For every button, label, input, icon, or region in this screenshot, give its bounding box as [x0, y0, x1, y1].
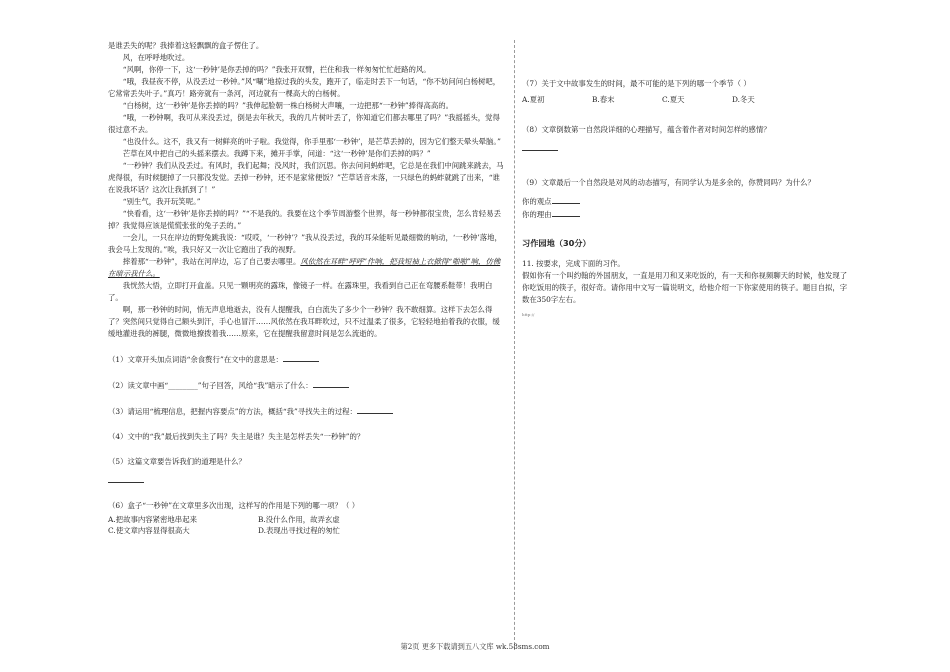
- question-2: （2）读文章中画“________”句子回答，风给“我”暗示了什么：: [108, 379, 506, 392]
- option-a[interactable]: A.夏初: [522, 94, 545, 104]
- option-d[interactable]: D.冬天: [732, 94, 755, 104]
- question-6-options: [108, 514, 506, 538]
- story-paragraph: “也没什么。这不，我又有一树鲜亮的叶子啦。我觉得，你手里那‘一秒钟’，是芒草丢掉的，因为它们整天晕头晕脑。”: [122, 136, 501, 146]
- story-paragraph: “别生气，我开玩笑呢。”: [122, 196, 201, 206]
- question-8-blank-line: [522, 142, 848, 155]
- reason-label: 你的理由: [522, 209, 552, 219]
- question-11-body: 假如你有一个叫约翰的外国朋友，一直是用刀和叉来吃饭的，有一天和你视频聊天的时候，他发现了你吃饭用的筷子，很好奇。请你用中文写一篇说明文，给他介绍一下你家使用的筷子。题目自拟，字数在350字左右。: [522, 271, 848, 305]
- answer-blank[interactable]: [522, 142, 558, 151]
- story-paragraph: 啊，那一秒钟的时间，悄无声息地逝去，没有人提醒我，白白流失了多少个一秒钟？我不敢细算。这样下去怎么得了？突然间只觉得自己额头到汗，手心也冒汗……风依然在我耳畔吹过，只不过温柔了很多，它轻轻地拍着我的衣服，缓缓地灌进我的裤腿，微微地撩拨着我……原来，它在提醒我留意时间是怎么流逝的。: [108, 304, 500, 338]
- option-c[interactable]: C.使文章内容显得很高大: [108, 526, 190, 536]
- question-1: （1）文章开头加点词语“余食赘行”在文中的意思是：: [108, 353, 506, 366]
- right-column: [522, 40, 848, 319]
- question-5-blank-line: [108, 474, 506, 487]
- left-column: [108, 40, 506, 537]
- story-paragraph: “一秒钟？我们从没丢过。有风时，我们起舞；没风时，我们沉思。你去问问蚂蚱吧，它总是在我们中间跳来跳去，马虎得很，有时候腿掉了一只都没发觉。丢掉一秒钟，还不是家常便饭？”芒草话音未落，一只绿色的蚂蚱就跳了出来，“谁在说我坏话？这次让我抓到了！”: [108, 160, 504, 194]
- question-6: （6）盒子“一秒钟”在文章里多次出现，这样写的作用是下列的哪一项？（ ）: [108, 500, 360, 510]
- answer-blank[interactable]: [552, 195, 580, 204]
- story-paragraph: 一会儿，一只在岸边的野兔跳我说：“哎哎，‘一秒钟’？”我从没丢过，我的耳朵能听见最细微的响动，‘一秒钟’落地，我会马上发现的。”唉，我只好又一次让它跑出了我的视野。: [108, 232, 502, 254]
- answer-blank[interactable]: [313, 379, 349, 388]
- answer-blank[interactable]: [283, 353, 319, 362]
- view-label: 你的观点: [522, 196, 552, 206]
- question-7: （7）关于文中故事发生的时间，最不可能的是下列的哪一个季节（ ）: [522, 79, 751, 88]
- story-paragraph: 芒草在风中把自己的头摇来摆去。我蹲下来，摊开手掌，问道：“这‘一秒钟’是你们丢掉的吗？”: [122, 148, 431, 158]
- question-9: （9）文章最后一个自然段是对风的动态描写，有同学认为是多余的，你赞同吗？为什么？: [522, 177, 815, 187]
- page-footer: 第2页 更多下载请到五八文库 wk.58sms.com: [400, 642, 550, 651]
- option-d[interactable]: D.表现出寻找过程的匆忙: [258, 526, 340, 536]
- question-11-title: 11. 按要求，完成下面的习作。: [522, 259, 625, 269]
- option-c[interactable]: C.夏天: [662, 94, 685, 104]
- story-paragraph: 风，在呼呼地吹过。: [122, 52, 190, 62]
- answer-blank[interactable]: [108, 474, 144, 483]
- search-line: 摔着那“一秒钟”，我站在河岸边，忘了自己要去哪里。: [122, 256, 301, 266]
- story-paragraph: “哦，我昼夜不停，从没丢过一秒钟。”风“唰”地掠过我的头发，跑开了，临走时丢下一句话，“你不妨问问白杨树吧，它常常丢失叶子。”真巧！路旁就有一条河，河边就有一棵高大的白杨树。: [108, 76, 501, 98]
- story-paragraph: 我恍然大悟，立即打开盒盖。只见一颗明亮的露珠，像镜子一样。在露珠里，我看到自己正在弯腰系鞋带！我明白了。: [108, 280, 493, 302]
- view-line: [522, 195, 848, 208]
- question-8: （8）文章倒数第一自然段详细的心理描写，蕴含着作者对时间怎样的感情？: [522, 124, 771, 134]
- question-7-options: [522, 94, 848, 106]
- question-4: （4）文中的“我”最后找到失主了吗？失主是谁？失主是怎样丢失“一秒钟”的？: [108, 431, 365, 441]
- story-paragraph: 是谁丢失的呢？我捧着这轻飘飘的盒子愣住了。: [108, 41, 264, 50]
- column-divider: [514, 40, 515, 650]
- search-paragraph: [108, 256, 506, 280]
- story-paragraph: “快看看，这‘一秒钟’是你丢掉的吗？”“不是我的。我要在这个季节周游整个世界，每一秒钟都很宝贵，怎么肯轻易丢掉？我觉得应该是慌慌张张的兔子丢的。”: [108, 208, 501, 230]
- answer-blank[interactable]: [552, 208, 580, 217]
- section-title: 习作园地（30分）: [522, 237, 591, 248]
- option-a[interactable]: A.把故事内容紧密地串起来: [108, 514, 197, 524]
- story-paragraph: “风啊，你停一下，这‘一秒钟’是你丢掉的吗？”我张开双臂，拦住和我一样匆匆忙忙赶路的风。: [122, 64, 431, 74]
- underlined-sentence: 风依然在耳畔“呼呼”作响，把我短袖上衣掀得“啪啪”响，仿佛在暗示我什么。: [108, 256, 501, 278]
- option-b[interactable]: B.没什么作用，故弄玄虚: [258, 514, 340, 524]
- reason-line: [522, 208, 848, 221]
- question-3: （3）请运用“梳理信息，把握内容要点”的方法，概括“我”寻找失主的过程：: [108, 405, 506, 418]
- story-paragraph: “白杨树，这‘一秒钟’是你丢掉的吗？”我伸起脸朝一株白杨树大声嚷，一边把那“一秒钟”捧得高高的。: [122, 100, 454, 110]
- question-5: （5）这篇文章要告诉我们的道理是什么？: [108, 456, 246, 466]
- option-b[interactable]: B.春末: [592, 94, 615, 104]
- tiny-text: http://: [522, 312, 535, 318]
- story-paragraph: “哦，一秒钟啊，我可从来没丢过，倒是去年秋天，我的几片树叶丢了，你知道它们都去哪里了吗？”我摇摇头，觉得很过意不去。: [108, 112, 500, 134]
- answer-blank[interactable]: [357, 405, 393, 414]
